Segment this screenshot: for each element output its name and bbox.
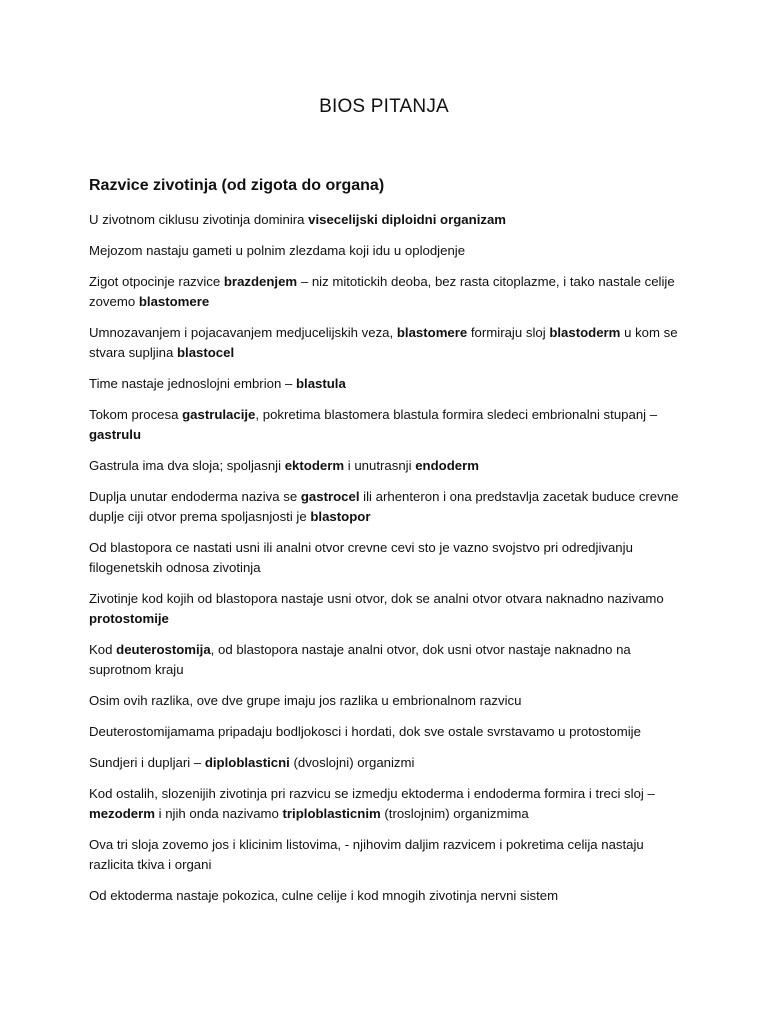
paragraph — [89, 784, 681, 824]
paragraph-text: Zigot otpocinje razvice — [89, 274, 224, 289]
bold-term: gastrocel — [300, 489, 360, 504]
paragraph-text: Zivotinje kod kojih od blastopora nastaje usni otvor, dok se analni otvor otvara naknadno nazivamo — [89, 591, 664, 606]
paragraph — [89, 835, 681, 875]
bold-term: gastrulacije — [182, 407, 256, 422]
paragraph — [89, 753, 681, 773]
paragraph — [89, 456, 681, 476]
paragraph-text: Od ektoderma nastaje pokozica, culne celije i kod mnogih zivotinja nervni sistem — [89, 888, 559, 903]
section-heading: Razvice zivotinja (od zigota do organa) — [89, 177, 385, 194]
paragraph — [89, 405, 681, 445]
paragraph-text: Ova tri sloja zovemo jos i klicinim listovima, - njihovim daljim razvicem i pokretima celija nastaju razlicita tkiva i organi — [89, 837, 644, 872]
paragraph-text: (dvoslojni) organizmi — [289, 755, 415, 770]
paragraph-text: U zivotnom ciklusu zivotinja dominira — [89, 212, 309, 227]
paragraph — [89, 272, 681, 312]
paragraph-text: Od blastopora ce nastati usni ili analni otvor crevne cevi sto je vazno svojstvo pri odredjivanju filogenetskih odnosa zivotinja — [89, 540, 633, 575]
paragraph-text: Duplja unutar endoderma naziva se — [89, 489, 301, 504]
paragraph-text: ili arhenteron i ona predstavlja zacetak buduce crevne duplje ciji otvor prema spoljasnjosti je — [89, 489, 679, 524]
paragraph-text: u kom se stvara supljina — [89, 325, 678, 360]
paragraph-text: Tokom procesa — [89, 407, 183, 422]
document-body — [89, 210, 681, 917]
bold-term: diploblasticni — [204, 755, 290, 770]
paragraph-text: Deuterostomijamama pripadaju bodljokosci i hordati, dok sve ostale svrstavamo u protostomije — [89, 724, 641, 739]
bold-term: blastocel — [176, 345, 235, 360]
paragraph — [89, 487, 681, 527]
bold-term: triploblasticnim — [282, 806, 381, 821]
paragraph — [89, 722, 681, 742]
paragraph-text: i unutrasnji — [344, 458, 416, 473]
bold-term: blastopor — [310, 509, 371, 524]
bold-term: mezoderm — [89, 806, 155, 821]
paragraph-text: i njih onda nazivamo — [154, 806, 283, 821]
paragraph-text: , pokretima blastomera blastula formira sledeci embrionalni stupanj – — [255, 407, 658, 422]
paragraph-text: formiraju sloj — [467, 325, 550, 340]
paragraph — [89, 691, 681, 711]
paragraph-text: Kod — [89, 642, 117, 657]
paragraph — [89, 640, 681, 680]
paragraph — [89, 538, 681, 578]
bold-term: protostomije — [89, 611, 169, 626]
bold-term: endoderm — [415, 458, 479, 473]
paragraph-text: Sundjeri i dupljari – — [89, 755, 205, 770]
paragraph-text: (troslojnim) organizmima — [380, 806, 529, 821]
paragraph — [89, 374, 681, 394]
bold-term: brazdenjem — [223, 274, 298, 289]
paragraph-text: Gastrula ima dva sloja; spoljasnji — [89, 458, 285, 473]
paragraph-text: – niz mitotickih deoba, bez rasta citoplazme, i tako nastale celije zovemo — [89, 274, 675, 309]
bold-term: ektoderm — [284, 458, 345, 473]
paragraph — [89, 323, 681, 363]
document-title: BIOS PITANJA — [319, 96, 449, 117]
bold-term: visecelijski diploidni organizam — [308, 212, 507, 227]
paragraph-text: Mejozom nastaju gameti u polnim zlezdama koji idu u oplodjenje — [89, 243, 466, 258]
bold-term: blastomere — [396, 325, 468, 340]
bold-term: gastrulu — [89, 427, 142, 442]
paragraph-text: Osim ovih razlika, ove dve grupe imaju jos razlika u embrionalnom razvicu — [89, 693, 522, 708]
bold-term: blastoderm — [549, 325, 621, 340]
bold-term: deuterostomija — [116, 642, 211, 657]
paragraph-text: Time nastaje jednoslojni embrion – — [89, 376, 296, 391]
paragraph — [89, 886, 681, 906]
paragraph-text: Kod ostalih, slozenijih zivotinja pri razvicu se izmedju ektoderma i endoderma formira i treci sloj – — [89, 786, 655, 801]
bold-term: blastula — [295, 376, 346, 391]
bold-term: blastomere — [138, 294, 210, 309]
paragraph — [89, 589, 681, 629]
paragraph-text: Umnozavanjem i pojacavanjem medjucelijskih veza, — [89, 325, 397, 340]
paragraph — [89, 210, 681, 230]
paragraph — [89, 241, 681, 261]
paragraph-text: , od blastopora nastaje analni otvor, dok usni otvor nastaje naknadno na suprotnom kraju — [89, 642, 631, 677]
